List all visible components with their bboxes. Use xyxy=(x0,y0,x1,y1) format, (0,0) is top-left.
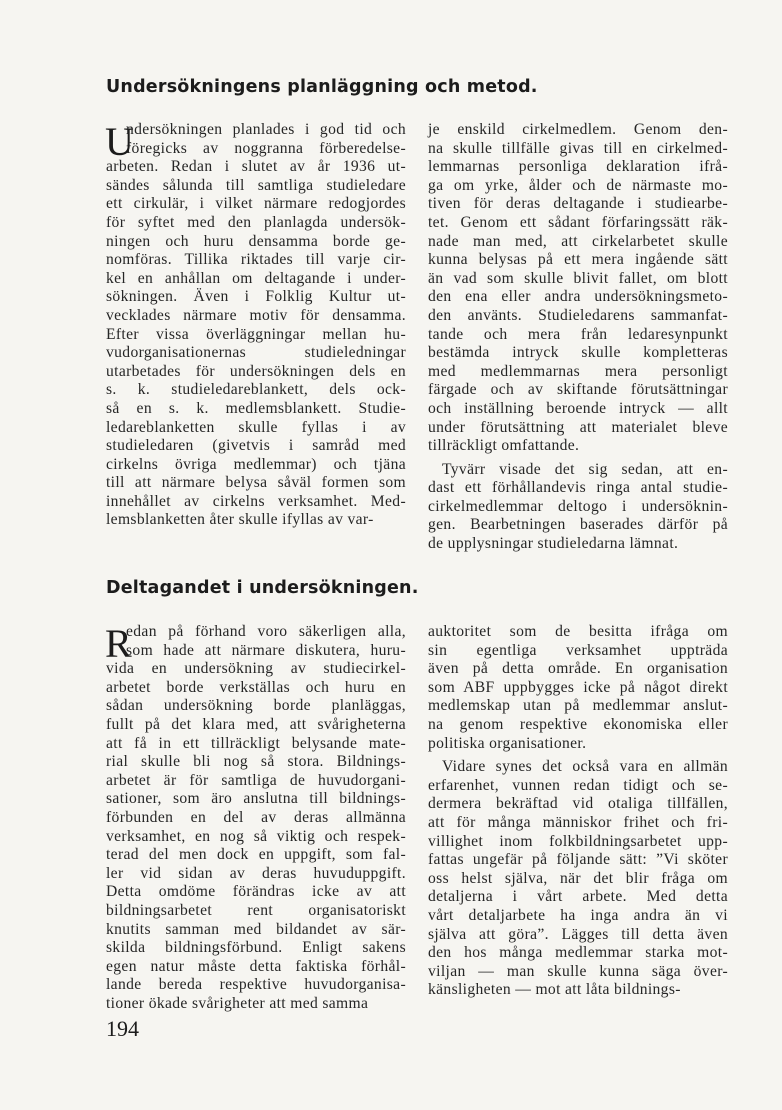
text-line: utarbetades för undersökningen dels en xyxy=(106,362,406,380)
text-line: cirkelns övriga medlemmar) och tjäna xyxy=(106,455,406,473)
text-line: sådan undersökning borde planläggas, xyxy=(106,697,406,715)
text-line: detaljerna i vårt arbete. Med detta xyxy=(428,888,728,906)
text-line: egen natur måste detta faktiska förhål- xyxy=(106,957,406,975)
text-line: lande bereda respektive huvudorganisa- xyxy=(106,976,406,994)
text-line: studieledaren (givetvis i samråd med xyxy=(106,437,406,455)
text-line: villighet inom folkbildningsarbetet upp- xyxy=(428,832,728,850)
text-line: tande och mera från ledaresynpunkt xyxy=(428,325,728,343)
text-line: kunna belysas på ett mera ingående sätt xyxy=(428,251,728,269)
text-line: sin egentliga verksamhet uppträda xyxy=(428,641,728,659)
text-line: tet. Genom ett sådant förfaringssätt räk- xyxy=(428,213,728,231)
text-line: sationer, som äro anslutna till bildnings- xyxy=(106,790,406,808)
text-line: även på detta område. En organisation xyxy=(428,660,728,678)
drop-cap-letter: R xyxy=(105,621,133,666)
section1-left-column xyxy=(106,121,406,530)
text-line: verksamhet, en nog så viktig och respek- xyxy=(106,827,406,845)
section2-right-column xyxy=(428,623,728,1000)
text-line: knutits samman med bildandet av sär- xyxy=(106,920,406,938)
text-line: kel en anhållan om deltagande i under- xyxy=(106,269,406,287)
text-line: ningen och huru densamma borde ge- xyxy=(106,232,406,250)
text-line: ndersökningen planlades i god tid och xyxy=(126,121,406,138)
text-line: än vad som skulle blivit fallet, om blott xyxy=(428,269,728,287)
text-line: Tyvärr visade det sig sedan, att en- xyxy=(442,460,728,478)
text-line: fullt på det klara med, att svårigheterna xyxy=(106,715,406,733)
text-line: auktoritet som de besitta ifråga om xyxy=(428,623,728,640)
text-line: cirkelmedlemmar deltogo i undersöknin- xyxy=(428,497,728,515)
text-line: Detta omdöme förändras icke av att xyxy=(106,883,406,901)
text-line: Vidare synes det också vara en allmän xyxy=(442,758,728,776)
text-line: föregicks av noggranna förberedelse- xyxy=(126,139,406,157)
text-line: erfarenhet, vunnen redan tidigt och se- xyxy=(428,776,728,794)
text-line: na skulle tillfälle givas till en cirkelmed- xyxy=(428,139,728,157)
drop-cap-letter: U xyxy=(105,119,135,164)
page-number: 194 xyxy=(106,1016,139,1041)
text-line: vårt detaljarbete ha inga andra än vi xyxy=(428,906,728,924)
text-line: arbetet borde verkställas och huru en xyxy=(106,678,406,696)
text-line: till att närmare belysa såväl formen som xyxy=(106,474,406,492)
text-line: sändes sålunda till samtliga studieledare xyxy=(106,176,406,194)
section1-right-column xyxy=(428,121,728,554)
text-line: na genom respektive ekonomiska eller xyxy=(428,715,728,733)
text-line: den använts. Studieledarens sammanfat- xyxy=(428,306,728,324)
text-line: skilda bildningsförbund. Enligt sakens xyxy=(106,939,406,957)
text-line: ler vid sidan av deras huvuduppgift. xyxy=(106,864,406,882)
text-line: ledareblanketten skulle fyllas i av xyxy=(106,418,406,436)
text-line: terad del men dock en uppgift, som fal- xyxy=(106,846,406,864)
text-line: själva att göra”. Lägges till detta även xyxy=(428,925,728,943)
text-line: je enskild cirkelmedlem. Genom den- xyxy=(428,121,728,138)
text-line: förbunden en del av deras allmänna xyxy=(106,808,406,826)
text-line: med medlemmarnas mera personligt xyxy=(428,362,728,380)
text-line: medlemskap utan på medlemmar anslut- xyxy=(428,697,728,715)
text-line: för syftet med den planlagda undersök- xyxy=(106,213,406,231)
text-line: dermera bekräftad vid otaliga tillfällen, xyxy=(428,795,728,813)
text-line: att få in ett tillräckligt belysande mate- xyxy=(106,734,406,752)
text-line: den hos många medlemmar starka mot- xyxy=(428,944,728,962)
text-line: vida en undersökning av studiecirkel- xyxy=(106,660,406,678)
text-line: tillräckligt omfattande. xyxy=(428,437,580,455)
text-line: bildningsarbetet rent organisatoriskt xyxy=(106,901,406,919)
text-line: edan på förhand voro säkerligen alla, xyxy=(126,623,406,640)
text-line: viljan — man skulle kunna säga över- xyxy=(428,962,728,980)
text-line: den ena eller andra undersökningsmeto- xyxy=(428,288,728,306)
text-line: som hade att närmare diskutera, huru- xyxy=(126,641,406,659)
text-line: nade man med, att cirkelarbetet skulle xyxy=(428,232,728,250)
text-line: innehållet av cirkelns verksamhet. Med- xyxy=(106,492,406,510)
section2-left-column xyxy=(106,623,406,1013)
text-line: s. k. studieledareblankett, dels ock- xyxy=(106,381,406,399)
text-line: tioner ökade svårigheter att med samma xyxy=(106,994,369,1012)
text-line: under förutsättning att materialet bleve xyxy=(428,418,728,436)
text-line: oss helst själva, när det blir fråga om xyxy=(428,869,728,887)
text-line: tiven för deras deltagande i studiearbe- xyxy=(428,195,728,213)
text-line: så en s. k. medlemsblankett. Studie- xyxy=(106,399,406,417)
text-line: politiska organisationer. xyxy=(428,734,587,752)
text-line: ga om yrke, ålder och de närmaste mo- xyxy=(428,176,728,194)
text-line: arbeten. Redan i slutet av år 1936 ut- xyxy=(106,158,406,176)
text-line: ett cirkulär, i vilket närmare redogjordes xyxy=(106,195,406,213)
text-line: känsligheten — mot att låta bildnings- xyxy=(428,981,681,999)
section-heading-planning-method: Undersökningens planläggning och metod. xyxy=(106,77,538,97)
text-line: att för många människor frihet och fri- xyxy=(428,813,728,831)
text-line: vecklades närmare motiv för densamma. xyxy=(106,306,406,324)
text-line: dast ett förhållandevis ringa antal studie- xyxy=(428,479,728,497)
text-line: som ABF uppbygges icke på något direkt xyxy=(428,678,728,696)
text-line: fattas ungefär på följande sätt: ”Vi sköter xyxy=(428,851,728,869)
text-line: lemsblanketten åter skulle ifyllas av var- xyxy=(106,511,374,529)
text-line: de upplysningar studieledarna lämnat. xyxy=(428,535,679,553)
text-line: lemmarnas personliga deklaration ifrå- xyxy=(428,158,728,176)
text-line: och inställning beroende intryck — allt xyxy=(428,399,728,417)
text-line: färgade och av skiftande förutsättningar xyxy=(428,381,728,399)
text-line: nomföras. Tillika riktades till varje cir- xyxy=(106,251,406,269)
text-line: rial skulle bli nog så stora. Bildnings- xyxy=(106,753,406,771)
text-line: gen. Bearbetningen baserades därför på xyxy=(428,516,728,534)
section-heading-participation: Deltagandet i undersökningen. xyxy=(106,578,419,598)
text-line: sökningen. Även i Folklig Kultur ut- xyxy=(106,288,406,306)
text-line: Efter vissa överläggningar mellan hu- xyxy=(106,325,406,343)
text-line: bestämda intryck skulle kompletteras xyxy=(428,344,728,362)
text-line: arbetet är för samtliga de huvudorgani- xyxy=(106,771,406,789)
text-line: vudorganisationernas studieledningar xyxy=(106,344,406,362)
